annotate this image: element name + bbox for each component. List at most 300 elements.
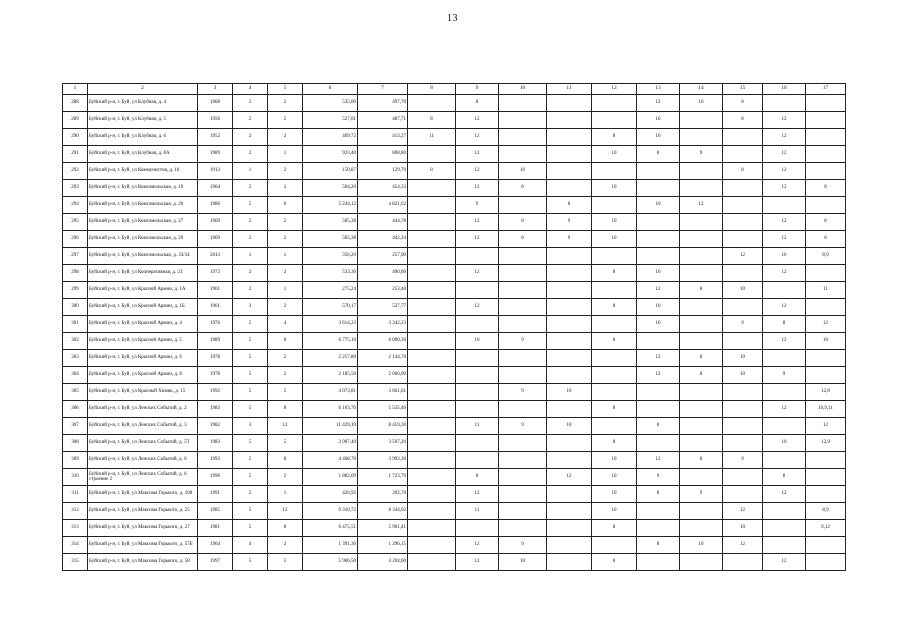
table-cell [723, 299, 763, 316]
table-cell: 490,00 [358, 265, 408, 282]
table-cell: 10 [723, 282, 763, 299]
column-header: 8 [408, 84, 456, 95]
table-cell: 10 [723, 367, 763, 384]
row-number-cell: 309 [63, 452, 88, 469]
table-cell: 12 [268, 503, 303, 520]
address-cell: Буйский р-н, г. Буй, ул Комсомольская, д. 26 [88, 197, 198, 214]
table-row [63, 486, 846, 503]
table-cell: 1 [268, 486, 303, 503]
table-cell: 4 204,00 [358, 554, 408, 571]
table-cell: 10 [637, 112, 680, 129]
table-cell [680, 435, 723, 452]
table-cell [499, 469, 547, 486]
table-cell: 1986 [198, 197, 233, 214]
address-cell: Буйский р-н, г. Буй, ул Красной Армии, д. 5 [88, 333, 198, 350]
table-cell [408, 384, 456, 401]
table-cell [547, 95, 592, 112]
table-cell: 12 [456, 146, 499, 163]
table-cell [499, 486, 547, 503]
table-cell: 1964 [198, 537, 233, 554]
table-cell: 1989 [198, 146, 233, 163]
row-number-cell: 306 [63, 401, 88, 418]
table-cell [680, 214, 723, 231]
row-number-cell: 305 [63, 384, 88, 401]
table-cell [592, 384, 637, 401]
table-cell: 505,38 [303, 214, 358, 231]
table-cell: 2 [268, 367, 303, 384]
table-row [63, 299, 846, 316]
table-cell [408, 350, 456, 367]
table-cell [456, 384, 499, 401]
table-cell: 9 [499, 418, 547, 435]
table-cell: 10 [680, 95, 723, 112]
table-cell: 5 [233, 452, 268, 469]
table-cell [547, 163, 592, 180]
table-row [63, 452, 846, 469]
table-cell [547, 265, 592, 282]
table-cell [680, 316, 723, 333]
table-cell [408, 435, 456, 452]
table-row [63, 537, 846, 554]
address-cell: Буйский р-н, г. Буй, ул Клубная, д. 6 [88, 129, 198, 146]
table-cell: 8 [806, 180, 846, 197]
table-cell [723, 418, 763, 435]
table-cell: 8 [408, 163, 456, 180]
table-cell: 5 966,50 [303, 554, 358, 571]
table-cell [763, 282, 806, 299]
table-cell: 1 391,30 [303, 537, 358, 554]
table-cell: 10 [592, 146, 637, 163]
table-cell [456, 350, 499, 367]
table-cell [547, 146, 592, 163]
table-cell: 2 [268, 265, 303, 282]
table-cell [592, 197, 637, 214]
table-cell [592, 95, 637, 112]
table-row [63, 554, 846, 571]
column-header: 7 [358, 84, 408, 95]
table-cell [499, 350, 547, 367]
table-cell: 2 [233, 112, 268, 129]
table-cell: 2 [268, 214, 303, 231]
table-cell: 413,27 [358, 129, 408, 146]
column-header: 9 [456, 84, 499, 95]
table-cell: 12 [456, 231, 499, 248]
table-cell: 1969 [198, 214, 233, 231]
table-cell [499, 112, 547, 129]
table-cell: 10 [637, 265, 680, 282]
table-cell [547, 435, 592, 452]
table-cell [499, 316, 547, 333]
table-cell: 253,48 [358, 282, 408, 299]
table-cell [806, 265, 846, 282]
table-cell [723, 231, 763, 248]
table-cell: 8 [637, 146, 680, 163]
table-cell: 2013 [198, 248, 233, 265]
table-cell [499, 503, 547, 520]
row-number-cell: 304 [63, 367, 88, 384]
table-cell: 3 342,23 [358, 316, 408, 333]
table-cell [763, 503, 806, 520]
table-cell [592, 316, 637, 333]
table-cell: 6 [268, 197, 303, 214]
table-cell [637, 248, 680, 265]
table-cell: 10 [592, 452, 637, 469]
table-cell [499, 248, 547, 265]
row-number-cell: 290 [63, 129, 88, 146]
table-cell [680, 554, 723, 571]
table-cell: 1 [233, 248, 268, 265]
table-cell: 10 [637, 299, 680, 316]
table-cell: 6 775,10 [303, 333, 358, 350]
row-number-cell: 312 [63, 503, 88, 520]
table-cell [763, 384, 806, 401]
column-header: 13 [637, 84, 680, 95]
row-number-cell: 307 [63, 418, 88, 435]
table-cell [408, 231, 456, 248]
column-header: 11 [547, 84, 592, 95]
column-header: 1 [63, 84, 88, 95]
column-header: 10 [499, 84, 547, 95]
table-cell: 5 [233, 333, 268, 350]
table-cell: 10 [592, 503, 637, 520]
table-cell: 12 [456, 214, 499, 231]
table-cell [637, 231, 680, 248]
table-cell [723, 401, 763, 418]
table-cell [456, 316, 499, 333]
row-number-cell: 288 [63, 95, 88, 112]
table-cell: 12 [456, 299, 499, 316]
address-cell: Буйский р-н, г. Буй, ул Максима Горького, д. 108 [88, 486, 198, 503]
table-cell [408, 452, 456, 469]
row-number-cell: 303 [63, 350, 88, 367]
table-cell: 5 961,41 [358, 520, 408, 537]
table-cell: 12 [456, 112, 499, 129]
table-cell: 1983 [198, 401, 233, 418]
table-row [63, 469, 846, 486]
table-cell [680, 129, 723, 146]
table-cell: 392,70 [358, 486, 408, 503]
table-cell: 9 [680, 486, 723, 503]
table-cell: 2 [233, 214, 268, 231]
table-cell: 1913 [198, 163, 233, 180]
address-cell: Буйский р-н, г. Буй, ул Клубная, д. 4 [88, 95, 198, 112]
table-cell [408, 469, 456, 486]
row-number-cell: 313 [63, 520, 88, 537]
table-cell [806, 350, 846, 367]
table-cell [547, 367, 592, 384]
row-number-cell: 296 [63, 231, 88, 248]
table-cell: 8 [680, 350, 723, 367]
table-cell: 2 [268, 350, 303, 367]
table-cell [499, 367, 547, 384]
column-header: 6 [303, 84, 358, 95]
table-cell: 2 [233, 95, 268, 112]
table-cell: 12 [763, 112, 806, 129]
table-cell: 12 [723, 537, 763, 554]
table-row [63, 367, 846, 384]
table-cell: 12 [723, 248, 763, 265]
table-cell [456, 248, 499, 265]
table-cell: 9 [456, 197, 499, 214]
table-row [63, 231, 846, 248]
table-cell: 12 [456, 265, 499, 282]
row-number-cell: 295 [63, 214, 88, 231]
table-cell [637, 214, 680, 231]
table-cell: 10 [499, 163, 547, 180]
table-cell: 533,30 [303, 265, 358, 282]
table-cell: 12 [456, 129, 499, 146]
table-cell [592, 367, 637, 384]
table-cell [499, 95, 547, 112]
table-cell: 505,38 [303, 231, 358, 248]
row-number-cell: 298 [63, 265, 88, 282]
table-cell [680, 520, 723, 537]
table-cell: 1961 [198, 282, 233, 299]
table-cell: 10,9,11 [806, 401, 846, 418]
table-cell: 11 [456, 418, 499, 435]
table-cell: 923,40 [303, 146, 358, 163]
table-cell: 9 [680, 146, 723, 163]
table-cell [723, 554, 763, 571]
table-cell [680, 112, 723, 129]
table-cell: 10 [592, 214, 637, 231]
table-cell [723, 333, 763, 350]
table-cell [547, 503, 592, 520]
table-cell: 12 [723, 503, 763, 520]
table-cell: 9 [499, 384, 547, 401]
table-cell: 10 [763, 248, 806, 265]
address-cell: Буйский р-н, г. Буй, ул Комсомольская, д. 29 [88, 231, 198, 248]
table-cell: 527,01 [303, 112, 358, 129]
address-cell: Буйский р-н, г. Буй, ул Максима Горького, д. 58 [88, 554, 198, 571]
table-cell: 487,71 [358, 112, 408, 129]
table-cell: 3 907,40 [303, 435, 358, 452]
table-cell: 808,80 [358, 146, 408, 163]
column-header-row [63, 84, 846, 95]
table-row [63, 112, 846, 129]
address-cell: Буйский р-н, г. Буй, ул Красный Химик, д. 15 [88, 384, 198, 401]
table-cell [723, 435, 763, 452]
table-cell: 1985 [198, 503, 233, 520]
table-cell [408, 418, 456, 435]
table-cell [547, 316, 592, 333]
table-cell [680, 384, 723, 401]
address-cell: Буйский р-н, г. Буй, ул Коммунистов, д. 10 [88, 163, 198, 180]
table-cell: 2 [268, 112, 303, 129]
table-cell: 2 [233, 231, 268, 248]
table-cell: 129,70 [358, 163, 408, 180]
table-cell [408, 486, 456, 503]
table-row [63, 350, 846, 367]
table-cell [806, 554, 846, 571]
table-cell: 8 [268, 520, 303, 537]
table-cell [547, 180, 592, 197]
table-cell [592, 163, 637, 180]
table-body [63, 84, 846, 571]
table-cell: 1978 [198, 367, 233, 384]
table-cell [408, 197, 456, 214]
table-cell: 12 [456, 537, 499, 554]
table-row [63, 520, 846, 537]
table-cell: 5 [233, 350, 268, 367]
table-cell: 3 661,61 [358, 384, 408, 401]
table-cell [499, 299, 547, 316]
table-row [63, 401, 846, 418]
table-cell: 12 [763, 333, 806, 350]
table-cell: 10 [547, 384, 592, 401]
table-cell: 444,78 [358, 214, 408, 231]
table-cell: 8 344,02 [358, 503, 408, 520]
table-cell: 10 [806, 333, 846, 350]
table-cell [680, 401, 723, 418]
table-cell [408, 367, 456, 384]
table-cell: 1 [268, 282, 303, 299]
table-cell: 1991 [198, 486, 233, 503]
table-cell [408, 503, 456, 520]
table-cell: 8 [592, 265, 637, 282]
table-cell [499, 265, 547, 282]
row-number-cell: 297 [63, 248, 88, 265]
table-cell: 4 468,70 [303, 452, 358, 469]
table-cell: 12 [806, 418, 846, 435]
table-cell [723, 469, 763, 486]
table-cell [637, 435, 680, 452]
table-row [63, 282, 846, 299]
table-cell: 8 [806, 214, 846, 231]
table-cell [408, 265, 456, 282]
table-cell: 12 [763, 401, 806, 418]
table-cell [456, 401, 499, 418]
table-cell: 1978 [198, 350, 233, 367]
table-cell [806, 197, 846, 214]
table-cell [499, 452, 547, 469]
table-cell: 8 [637, 537, 680, 554]
table-cell: 1997 [198, 554, 233, 571]
table-cell [408, 248, 456, 265]
table-row [63, 503, 846, 520]
address-cell: Буйский р-н, г. Буй, ул Ленских Событий, д. 6 [88, 452, 198, 469]
table-cell: 4 [268, 316, 303, 333]
table-cell [547, 401, 592, 418]
table-cell [723, 180, 763, 197]
table-cell [806, 367, 846, 384]
table-cell: 12 [547, 469, 592, 486]
address-cell: Буйский р-н, г. Буй, ул Красной Армии, д. 1Б [88, 299, 198, 316]
table-cell: 570,17 [303, 299, 358, 316]
row-number-cell: 294 [63, 197, 88, 214]
table-cell: 9 [547, 231, 592, 248]
table-cell [763, 520, 806, 537]
table-cell [637, 554, 680, 571]
table-cell: 10 [637, 197, 680, 214]
table-row [63, 197, 846, 214]
table-cell: 2 [268, 163, 303, 180]
table-cell: 12 [680, 197, 723, 214]
table-cell: 12 [637, 350, 680, 367]
table-cell [547, 486, 592, 503]
table-cell [499, 282, 547, 299]
table-cell: 5 244,12 [303, 197, 358, 214]
table-cell [680, 180, 723, 197]
table-cell: 497,70 [358, 95, 408, 112]
table-cell: 5 [233, 503, 268, 520]
table-cell: 10 [592, 180, 637, 197]
table-cell [547, 248, 592, 265]
table-cell [499, 435, 547, 452]
row-number-cell: 308 [63, 435, 88, 452]
table-cell [680, 418, 723, 435]
table-cell: 9 [499, 537, 547, 554]
table-cell: 2 [233, 180, 268, 197]
table-cell: 8 [499, 231, 547, 248]
table-cell: 1964 [198, 180, 233, 197]
table-cell: 9 [547, 214, 592, 231]
table-cell [408, 95, 456, 112]
table-cell [763, 452, 806, 469]
table-cell [408, 401, 456, 418]
table-cell: 8 [806, 231, 846, 248]
table-cell: 1996 [198, 469, 233, 486]
table-cell: 442,34 [358, 231, 408, 248]
table-cell [592, 248, 637, 265]
table-cell [806, 537, 846, 554]
table-cell: 2 144,70 [358, 350, 408, 367]
table-cell: 8 [723, 95, 763, 112]
table-cell: 1993 [198, 452, 233, 469]
row-number-cell: 311 [63, 486, 88, 503]
table-cell: 9 [499, 333, 547, 350]
table-cell: 8 [547, 197, 592, 214]
table-cell [592, 537, 637, 554]
table-cell [547, 520, 592, 537]
table-cell: 2 [268, 299, 303, 316]
table-cell [456, 520, 499, 537]
table-row [63, 248, 846, 265]
table-cell: 8 [499, 180, 547, 197]
table-cell: 12 [763, 299, 806, 316]
table-cell: 504,20 [303, 180, 358, 197]
table-cell: 1961 [198, 299, 233, 316]
table-row [63, 435, 846, 452]
table-cell: 8 [637, 418, 680, 435]
table-cell: 2 [268, 129, 303, 146]
table-cell: 8 459,30 [358, 418, 408, 435]
table-cell: 356,20 [303, 248, 358, 265]
table-cell: 10 [592, 486, 637, 503]
table-cell: 4 821,62 [358, 197, 408, 214]
column-header: 14 [680, 84, 723, 95]
table-cell [408, 537, 456, 554]
table-cell: 11 [408, 129, 456, 146]
table-cell: 5 [233, 469, 268, 486]
table-cell [680, 299, 723, 316]
page-number: 13 [447, 13, 458, 24]
table-cell [680, 265, 723, 282]
table-cell [456, 282, 499, 299]
table-cell: 1976 [198, 316, 233, 333]
table-cell: 8 [592, 333, 637, 350]
address-cell: Буйский р-н, г. Буй, ул Комсомольская, д. 19 [88, 180, 198, 197]
row-number-cell: 301 [63, 316, 88, 333]
table-cell: 1 [233, 163, 268, 180]
table-cell: 8 [592, 129, 637, 146]
table-cell [408, 554, 456, 571]
address-cell: Буйский р-н, г. Буй, ул Ленских Событий, д. 5Т [88, 435, 198, 452]
table-cell [547, 350, 592, 367]
table-cell: 8 [499, 214, 547, 231]
table-cell [680, 333, 723, 350]
table-cell [723, 486, 763, 503]
